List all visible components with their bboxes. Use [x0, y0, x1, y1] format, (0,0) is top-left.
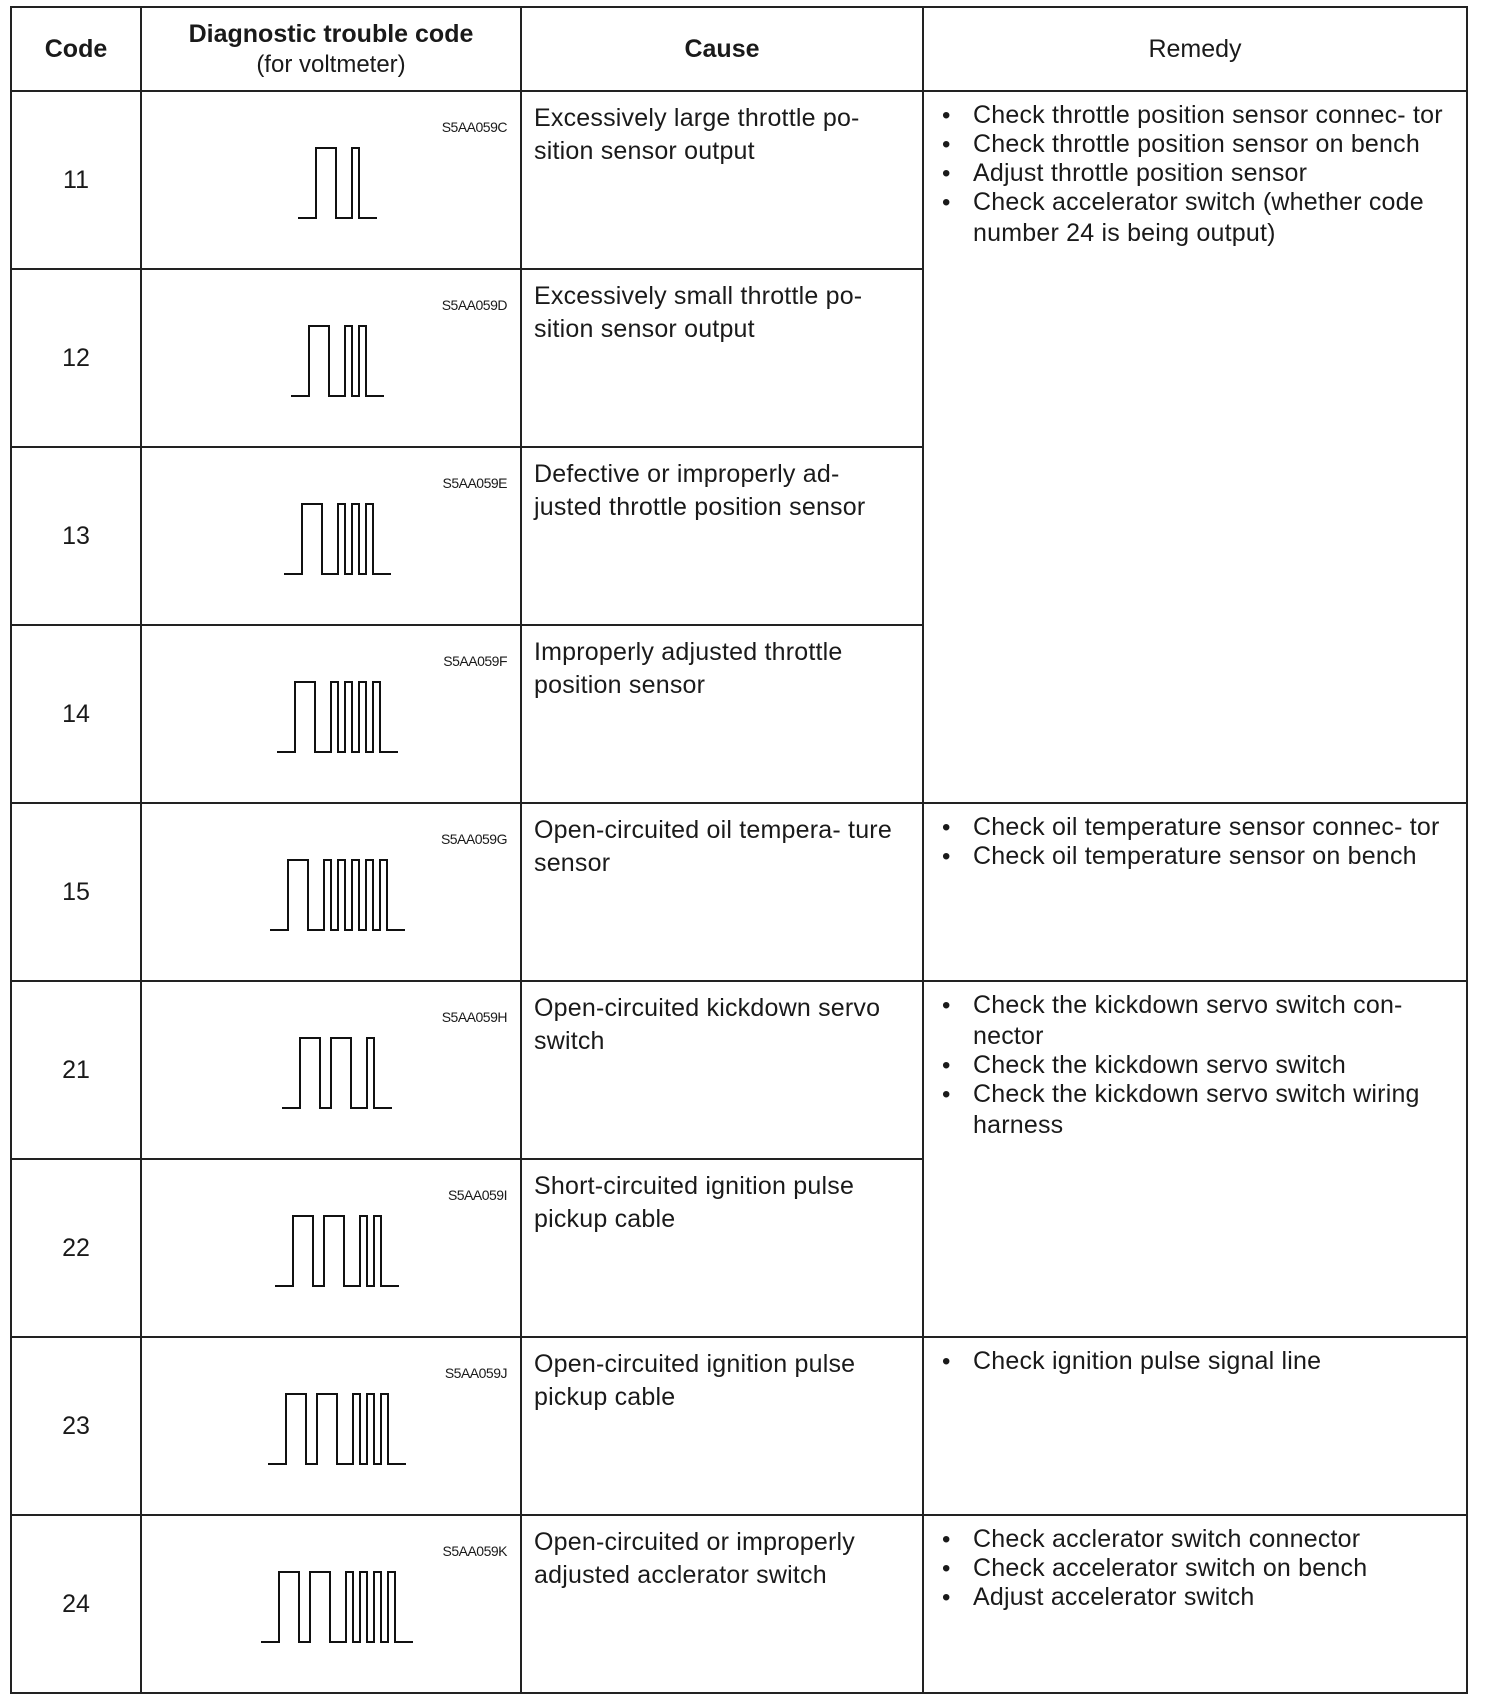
remedy-item: • Check accelerator switch (whether code number 24 is being output) — [936, 187, 1456, 249]
code-cell: 22 — [11, 1159, 141, 1337]
image-id: S5AA059G — [440, 831, 507, 847]
pulse-waveform — [142, 270, 520, 446]
pulse-waveform — [142, 804, 520, 980]
image-id: S5AA059C — [441, 119, 507, 135]
diagnostic-trouble-code-table — [10, 6, 1468, 1694]
remedy-item: • Adjust throttle position sensor — [936, 158, 1456, 189]
remedy-item: • Check throttle position sensor on bench — [936, 129, 1456, 160]
pulse-line — [282, 1038, 392, 1108]
dtc-cell — [141, 625, 521, 803]
dtc-column-header — [141, 7, 521, 91]
cause-cell: Open-circuited ignition pulse pickup cable — [521, 1337, 923, 1515]
image-id: S5AA059F — [443, 653, 507, 669]
remedy-item: • Check oil temperature sensor connec- tor — [936, 812, 1456, 843]
code-cell: 11 — [11, 91, 141, 269]
pulse-waveform — [142, 448, 520, 624]
remedy-item: • Check the kickdown servo switch con- nector — [936, 990, 1456, 1052]
remedy-item: • Check the kickdown servo switch wiring harness — [936, 1079, 1456, 1141]
remedy-item: • Adjust accelerator switch — [936, 1582, 1456, 1613]
code-cell: 21 — [11, 981, 141, 1159]
pulse-waveform — [142, 1160, 520, 1336]
dtc-cell — [141, 447, 521, 625]
image-id: S5AA059E — [442, 475, 507, 491]
image-id: S5AA059K — [442, 1543, 507, 1559]
pulse-line — [298, 148, 377, 218]
remedy-cell — [923, 1337, 1467, 1515]
pulse-line — [291, 326, 384, 396]
dtc-cell — [141, 981, 521, 1159]
pulse-line — [277, 682, 398, 752]
dtc-cell — [141, 803, 521, 981]
dtc-header-subtitle: (for voltmeter) — [256, 50, 406, 78]
dtc-header-title: Diagnostic trouble code — [188, 19, 474, 48]
table-row — [11, 1337, 1467, 1515]
pulse-line — [261, 1572, 413, 1642]
remedy-list — [936, 990, 1456, 1141]
remedy-cell — [923, 981, 1467, 1337]
pulse-line — [270, 860, 405, 930]
pulse-line — [268, 1394, 406, 1464]
remedy-list — [936, 1524, 1456, 1613]
table-row — [11, 803, 1467, 981]
pulse-waveform — [142, 1338, 520, 1514]
cause-cell: Short-circuited ignition pulse pickup cable — [521, 1159, 923, 1337]
code-cell: 14 — [11, 625, 141, 803]
dtc-cell — [141, 269, 521, 447]
remedy-list — [936, 100, 1456, 249]
dtc-cell — [141, 91, 521, 269]
cause-cell: Defective or improperly ad- justed throttle position sensor — [521, 447, 923, 625]
dtc-cell — [141, 1515, 521, 1693]
dtc-cell — [141, 1159, 521, 1337]
image-id: S5AA059H — [441, 1009, 507, 1025]
table-row — [11, 91, 1467, 269]
remedy-item: • Check acclerator switch connector — [936, 1524, 1456, 1555]
remedy-item: • Check oil temperature sensor on bench — [936, 841, 1456, 872]
remedy-column-header: Remedy — [923, 7, 1467, 91]
remedy-cell — [923, 803, 1467, 981]
remedy-cell — [923, 91, 1467, 803]
remedy-item: • Check accelerator switch on bench — [936, 1553, 1456, 1584]
dtc-cell — [141, 1337, 521, 1515]
code-cell: 12 — [11, 269, 141, 447]
code-cell: 23 — [11, 1337, 141, 1515]
cause-cell: Open-circuited oil tempera- ture sensor — [521, 803, 923, 981]
remedy-item: • Check ignition pulse signal line — [936, 1346, 1456, 1377]
cause-cell: Open-circuited or improperly adjusted acclerator switch — [521, 1515, 923, 1693]
cause-cell: Improperly adjusted throttle position sensor — [521, 625, 923, 803]
cause-column-header: Cause — [521, 7, 923, 91]
pulse-line — [284, 504, 391, 574]
image-id: S5AA059I — [447, 1187, 507, 1203]
code-cell: 24 — [11, 1515, 141, 1693]
code-cell: 15 — [11, 803, 141, 981]
pulse-waveform — [142, 982, 520, 1158]
remedy-cell — [923, 1515, 1467, 1693]
remedy-item: • Check the kickdown servo switch — [936, 1050, 1456, 1081]
pulse-waveform — [142, 626, 520, 802]
code-cell: 13 — [11, 447, 141, 625]
cause-cell: Open-circuited kickdown servo switch — [521, 981, 923, 1159]
pulse-line — [275, 1216, 399, 1286]
code-column-header: Code — [11, 7, 141, 91]
table-row — [11, 1515, 1467, 1693]
table-row — [11, 981, 1467, 1159]
cause-cell: Excessively small throttle po- sition sensor output — [521, 269, 923, 447]
remedy-item: • Check throttle position sensor connec- tor — [936, 100, 1456, 131]
remedy-list — [936, 812, 1456, 872]
cause-cell: Excessively large throttle po- sition sensor output — [521, 91, 923, 269]
pulse-waveform — [142, 1516, 520, 1692]
pulse-waveform — [142, 92, 520, 268]
image-id: S5AA059D — [441, 297, 507, 313]
header-row — [11, 7, 1467, 91]
remedy-list — [936, 1346, 1456, 1377]
image-id: S5AA059J — [444, 1365, 507, 1381]
